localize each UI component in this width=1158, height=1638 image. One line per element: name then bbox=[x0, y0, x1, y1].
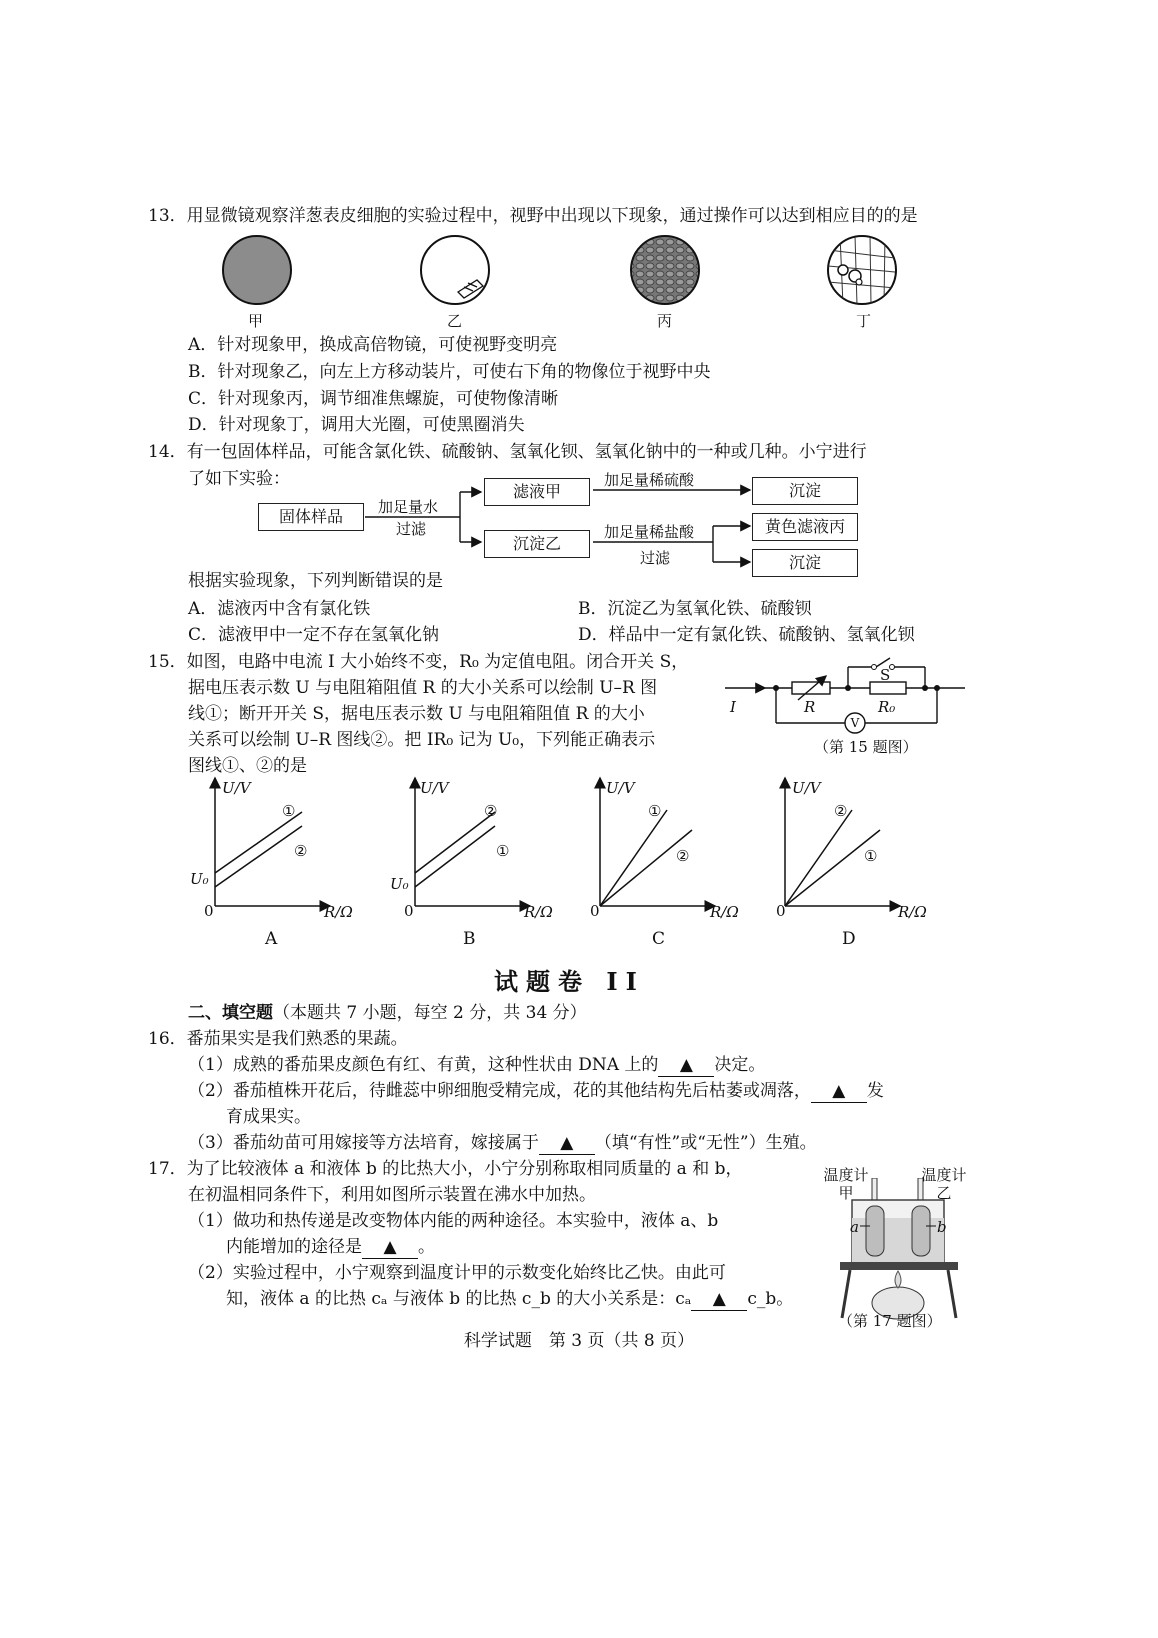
flow-box-precip-b: 沉淀乙 bbox=[484, 530, 590, 558]
circuit-label-r0: R₀ bbox=[878, 698, 896, 716]
q13-option-a: A．针对现象甲，换成高倍物镜，可使视野变明亮 bbox=[188, 335, 558, 355]
microscope-views-figure bbox=[215, 230, 915, 310]
circuit-label-r: R bbox=[804, 698, 816, 716]
graph-b-caption: B bbox=[463, 929, 476, 949]
flow-box-sample: 固体样品 bbox=[258, 503, 364, 531]
fig-label-jia: 甲 bbox=[248, 312, 264, 330]
graph-c-label-2: ② bbox=[676, 847, 690, 865]
graph-c-line-2 bbox=[600, 830, 692, 906]
flow-box-precip-2: 沉淀 bbox=[752, 549, 858, 577]
view-yi-circle bbox=[421, 236, 489, 304]
q14-question: 根据实验现象，下列判断错误的是 bbox=[188, 571, 443, 591]
q14-stem-line1: 14．有一包固体样品，可能含氯化铁、硫酸钠、氢氧化钡、氢氧化钠中的一种或几种。小宁进行 bbox=[148, 442, 867, 462]
circuit-label-meter: V bbox=[850, 716, 860, 730]
fig-liquid-b: b bbox=[937, 1218, 947, 1236]
q17-p1-blank: ▲ bbox=[362, 1236, 418, 1259]
flow-box-precip-1: 沉淀 bbox=[752, 477, 858, 505]
bubble-icon bbox=[856, 279, 862, 285]
graph-c-label-1: ① bbox=[648, 802, 662, 820]
graph-a-x-axis: R/Ω bbox=[324, 903, 353, 921]
q15-line-2: 据电压表示数 U 与电阻箱阻值 R 的大小关系可以绘制 U–R 图 bbox=[188, 678, 658, 698]
q17-p2-blank: ▲ bbox=[691, 1288, 747, 1311]
graph-d-caption: D bbox=[842, 929, 856, 949]
q16-p2-continued: 育成果实。 bbox=[226, 1107, 311, 1127]
test-tube-b bbox=[912, 1206, 930, 1256]
flow-box-filtrate-a: 滤液甲 bbox=[484, 478, 590, 506]
flow-label-add-h2so4: 加足量稀硫酸 bbox=[604, 471, 695, 489]
flow-label-filter-1: 过滤 bbox=[396, 520, 427, 538]
graph-c-origin: 0 bbox=[590, 902, 600, 920]
q15-line-5: 图线①、②的是 bbox=[188, 756, 307, 776]
q13-option-b: B．针对现象乙，向左上方移动装片，可使右下角的物像位于视野中央 bbox=[188, 362, 711, 382]
q16-p3-text: （3）番茄幼苗可用嫁接等方法培育，嫁接属于 bbox=[188, 1133, 539, 1153]
graph-c-x-axis: R/Ω bbox=[710, 903, 739, 921]
graph-a-u0: U₀ bbox=[190, 870, 209, 888]
fig-liquid-a: a bbox=[850, 1218, 859, 1236]
view-bing-blurry-circle bbox=[631, 236, 699, 304]
fig-label-yi: 乙 bbox=[447, 312, 463, 330]
section-2-title: 试题卷 II bbox=[494, 967, 645, 996]
q17-stem-line1: 17．为了比较液体 a 和液体 b 的比热大小，小宁分别称取相同质量的 a 和 b， bbox=[148, 1159, 743, 1179]
q17-p2-text: （2）实验过程中，小宁观察到温度计甲的示数变化始终比乙快。由此可 bbox=[188, 1263, 726, 1283]
circuit-caption: （第 15 题图） bbox=[814, 738, 918, 756]
q16-p2-text: （2）番茄植株开花后，待雌蕊中卵细胞受精完成，花的其他结构先后枯萎或凋落， bbox=[188, 1081, 811, 1101]
q14-option-b: B．沉淀乙为氢氧化铁、硫酸钡 bbox=[578, 599, 812, 619]
graph-d-label-1: ① bbox=[864, 847, 878, 865]
fig-therm-yi-line2: 乙 bbox=[936, 1184, 952, 1202]
graph-c-y-axis: U/V bbox=[606, 779, 635, 797]
graph-a-line-2 bbox=[215, 826, 302, 887]
graph-b-y-axis: U/V bbox=[420, 779, 449, 797]
view-jia-dark-circle bbox=[223, 236, 291, 304]
q17-stem-line2: 在初温相同条件下，利用如图所示装置在沸水中加热。 bbox=[188, 1185, 596, 1205]
graph-b-line-1 bbox=[415, 826, 495, 887]
q16-p2-tail: 发 bbox=[866, 1081, 884, 1101]
graph-d-y-axis: U/V bbox=[792, 779, 821, 797]
circuit-diagram bbox=[720, 655, 970, 735]
q16-p3-tail: （填“有性”或“无性”）生殖。 bbox=[594, 1133, 817, 1153]
q16-p1-text: （1）成熟的番茄果皮颜色有红、有黄，这种性状由 DNA 上的 bbox=[188, 1055, 659, 1075]
flow-label-add-water: 加足量水 bbox=[378, 498, 439, 516]
bubble-icon bbox=[838, 265, 848, 275]
q17-p1-text: （1）做功和热传递是改变物体内能的两种途径。本实验中，液体 a、b bbox=[188, 1211, 719, 1231]
q13-stem: 13．用显微镜观察洋葱表皮细胞的实验过程中，视野中出现以下现象，通过操作可以达到相应目的的是 bbox=[148, 206, 918, 226]
flow-label-filter-2: 过滤 bbox=[640, 549, 671, 567]
q13-option-c: C．针对现象丙，调节细准焦螺旋，可使物像清晰 bbox=[188, 389, 559, 409]
graph-b-label-2: ② bbox=[484, 802, 498, 820]
test-tube-a bbox=[866, 1206, 884, 1256]
fig-therm-jia-line1: 温度计 bbox=[823, 1166, 869, 1184]
flame-icon bbox=[895, 1271, 901, 1288]
graph-d-line-1 bbox=[785, 830, 880, 906]
section-2-note: （本题共 7 小题，每空 2 分，共 34 分） bbox=[273, 1003, 587, 1023]
q15-line-4: 关系可以绘制 U–R 图线②。把 IR₀ 记为 U₀，下列能正确表示 bbox=[188, 730, 656, 750]
graph-a-caption: A bbox=[265, 929, 278, 949]
graph-a-origin: 0 bbox=[204, 902, 214, 920]
graph-b-line-2 bbox=[415, 812, 495, 873]
flow-box-yellow-filtrate: 黄色滤液丙 bbox=[752, 513, 858, 541]
q16-p2-blank: ▲ bbox=[811, 1080, 867, 1103]
q14-option-a: A．滤液丙中含有氯化铁 bbox=[188, 599, 371, 619]
q17-fig-caption: （第 17 题图） bbox=[838, 1312, 942, 1330]
graph-b-x-axis: R/Ω bbox=[524, 903, 553, 921]
q16-p1-tail: 决定。 bbox=[714, 1055, 766, 1075]
q14-option-c: C．滤液甲中一定不存在氢氧化钠 bbox=[188, 625, 440, 645]
graph-c-caption: C bbox=[652, 929, 666, 949]
q17-p2-tail: c_b。 bbox=[747, 1289, 794, 1309]
graph-a-label-1: ① bbox=[282, 802, 296, 820]
q17-p1-tail: 。 bbox=[418, 1237, 435, 1257]
flow-label-add-hcl: 加足量稀盐酸 bbox=[604, 523, 695, 541]
q16-p1-blank: ▲ bbox=[658, 1054, 714, 1077]
graph-d-x-axis: R/Ω bbox=[898, 903, 927, 921]
page-footer: 科学试题 第 3 页（共 8 页） bbox=[463, 1331, 695, 1351]
fig-therm-yi-line1: 温度计 bbox=[921, 1166, 967, 1184]
graph-b-origin: 0 bbox=[404, 902, 414, 920]
graph-a-label-2: ② bbox=[294, 842, 308, 860]
graph-d-origin: 0 bbox=[776, 902, 786, 920]
q16-stem: 16．番茄果实是我们熟悉的果蔬。 bbox=[148, 1029, 408, 1049]
graph-d-line-2 bbox=[785, 810, 852, 906]
graph-b-label-1: ① bbox=[496, 842, 510, 860]
graph-d-label-2: ② bbox=[834, 802, 848, 820]
circuit-label-switch: S bbox=[880, 666, 891, 684]
q15-line-1: 15．如图，电路中电流 I 大小始终不变，R₀ 为定值电阻。闭合开关 S， bbox=[148, 652, 689, 672]
q17-p1-text-2: 内能增加的途径是 bbox=[226, 1237, 362, 1257]
q14-stem-line2: 了如下实验： bbox=[188, 469, 290, 489]
circuit-label-current: I bbox=[730, 698, 736, 716]
q13-option-d: D．针对现象丁，调用大光圈，可使黑圈消失 bbox=[188, 415, 525, 435]
section-2-heading: 二、填空题 bbox=[188, 1003, 273, 1023]
fig-therm-jia-line2: 甲 bbox=[838, 1184, 854, 1202]
fig-label-bing: 丙 bbox=[657, 312, 673, 330]
q15-line-3: 线①；断开开关 S，据电压表示数 U 与电阻箱阻值 R 的大小 bbox=[188, 704, 645, 724]
graph-b-u0: U₀ bbox=[390, 875, 409, 893]
fig-label-ding: 丁 bbox=[856, 312, 872, 330]
graph-a-y-axis: U/V bbox=[222, 779, 251, 797]
q16-p3-blank: ▲ bbox=[539, 1132, 595, 1155]
q17-p2-text-2: 知，液体 a 的比热 cₐ 与液体 b 的比热 c_b 的大小关系是：cₐ bbox=[226, 1289, 692, 1309]
q14-option-d: D．样品中一定有氯化铁、硫酸钠、氢氧化钡 bbox=[578, 625, 915, 645]
